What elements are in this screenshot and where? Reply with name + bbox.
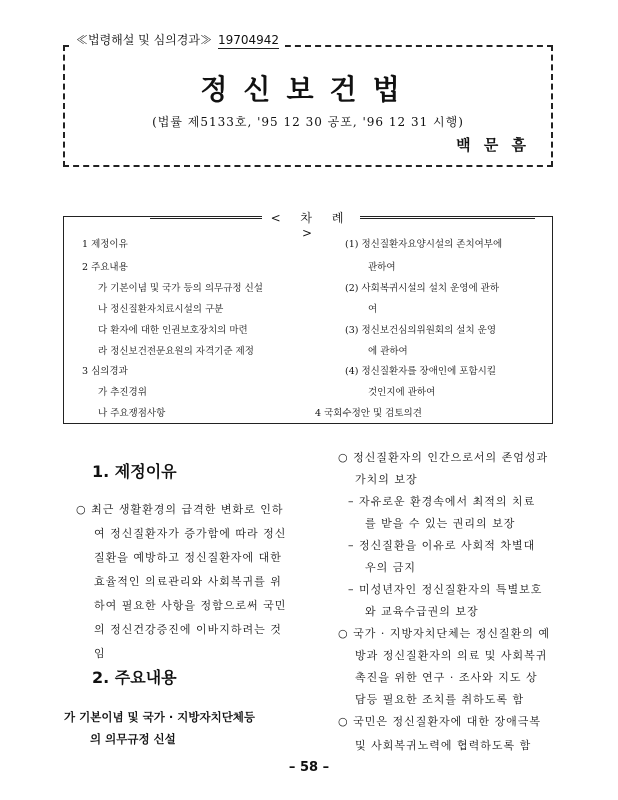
para-line: 의 정신건강증진에 이바지하려는 것 xyxy=(94,623,282,636)
para-line: 촉진을 위한 연구 · 조사와 지도 상 xyxy=(355,671,538,684)
toc-item: 3 심의경과 xyxy=(82,366,128,377)
toc-item: (2) 사회복귀시설의 설치 운영에 관하 xyxy=(345,283,500,294)
toc-item: 나 정신질환자치료시설의 구분 xyxy=(98,304,224,315)
toc-item: 4 국회수정안 및 검토의견 xyxy=(315,408,422,419)
para-line: 와 교육수급권의 보장 xyxy=(365,605,479,618)
para-line: – 정신질환을 이유로 사회적 차별대 xyxy=(348,539,536,552)
toc-item: 나 주요쟁점사항 xyxy=(98,408,166,419)
para-line: ○ 최근 생활환경의 급격한 변화로 인하 xyxy=(76,503,284,516)
toc-item: 가 추진경위 xyxy=(98,387,147,398)
toc-item: 라 정신보건전문요원의 자격기준 제정 xyxy=(98,346,254,357)
toc-item: 2 주요내용 xyxy=(82,262,128,273)
law-title: 정신보건법 xyxy=(200,73,416,106)
toc-item: 여 xyxy=(368,304,378,315)
section-tag-label: ≪법령해설 및 심의경과≫ xyxy=(76,33,212,47)
page-number: – 58 – xyxy=(288,760,330,775)
toc-item: (4) 정신질환자를 장애인에 포함시킬 xyxy=(345,366,496,377)
subheading-line: 의 의무규정 신설 xyxy=(90,732,176,746)
toc-item: 것인지에 관하여 xyxy=(368,387,436,398)
para-line: ○ 국민은 정신질환자에 대한 장애극복 xyxy=(338,715,541,728)
para-line: 임 xyxy=(94,647,106,660)
para-line: 방과 정신질환자의 의료 및 사회복귀 xyxy=(355,649,548,662)
doc-number: 19704942 xyxy=(217,33,280,47)
para-line: – 미성년자인 정신질환자의 특별보호 xyxy=(348,583,543,596)
para-line: – 자유로운 환경속에서 최적의 치료 xyxy=(348,495,536,508)
toc-item: 가 기본이념 및 국가 등의 의무규정 신설 xyxy=(98,283,263,294)
para-line: 담등 필요한 조치를 취하도록 함 xyxy=(355,693,525,706)
toc-item: 에 관하여 xyxy=(368,346,408,357)
para-line: 하여 필요한 사항을 정함으로써 국민 xyxy=(94,599,287,612)
para-line: ○ 국가 · 지방자치단체는 정신질환의 예 xyxy=(338,627,550,640)
toc-title: < 차 례 > xyxy=(262,209,360,240)
toc-item: (3) 정신보건심의위원회의 설치 운영 xyxy=(345,325,496,336)
toc-item: 1 제정이유 xyxy=(82,239,128,250)
author: 백 문 흠 xyxy=(456,136,530,154)
section-heading-1: 1. 제정이유 xyxy=(92,462,177,481)
para-line: 를 받을 수 있는 권리의 보장 xyxy=(365,517,516,530)
para-line: 가치의 보장 xyxy=(355,473,418,486)
toc-item: (1) 정신질환자요양시설의 존치여부에 xyxy=(345,239,503,250)
para-line: 효율적인 의료관리와 사회복귀를 위 xyxy=(94,575,282,588)
para-line: 질환을 예방하고 정신질환자에 대한 xyxy=(94,551,282,564)
toc-item: 관하여 xyxy=(368,262,396,273)
toc-item: 다 환자에 대한 인권보호장치의 마련 xyxy=(98,325,248,336)
law-info: (법률 제5133호, '95 12 30 공포, '96 12 31 시행) xyxy=(152,115,464,129)
section-heading-2: 2. 주요내용 xyxy=(92,668,177,687)
section-tag xyxy=(70,30,285,50)
para-line: 우의 금지 xyxy=(365,561,417,574)
para-line: 여 정신질환자가 증가함에 따라 정신 xyxy=(94,527,287,540)
subheading-line: 가 기본이념 및 국가 · 지방자치단체등 xyxy=(64,710,256,724)
para-line: 및 사회복귀노력에 협력하도록 함 xyxy=(355,739,532,752)
para-line: ○ 정신질환자의 인간으로서의 존엄성과 xyxy=(338,451,549,464)
